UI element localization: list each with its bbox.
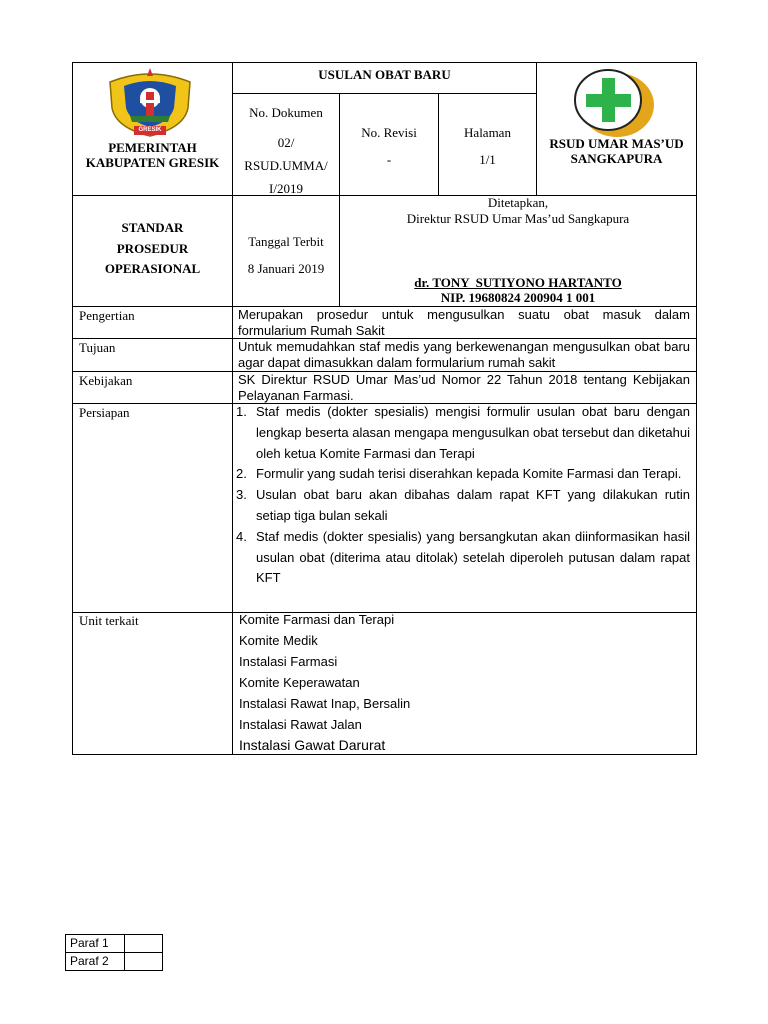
ditetapkan-label: Ditetapkan, <box>487 195 549 210</box>
tanggal-value: 8 Januari 2019 <box>247 261 325 276</box>
spo-line: STANDAR <box>121 220 184 235</box>
no-revisi-value: - <box>386 152 392 167</box>
unit-label-cell <box>72 612 233 755</box>
no-dokumen-line: 02/ <box>277 135 295 150</box>
direktur-nip: NIP. 19680824 200904 1 001 <box>440 290 596 305</box>
step-number: 2. <box>236 466 247 482</box>
list-item: Komite Medik <box>239 633 318 648</box>
paraf-2-sign-cell[interactable] <box>124 952 163 971</box>
halaman-cell <box>438 93 537 196</box>
direktur-title: Direktur RSUD Umar Mas’ud Sangkapura <box>406 211 630 226</box>
persiapan-label: Persiapan <box>79 405 130 420</box>
step-number: 4. <box>236 528 247 544</box>
step-text: Formulir yang sudah terisi diserahkan kepada Komite Farmasi dan Terapi. <box>256 466 682 482</box>
spo-line: OPERASIONAL <box>104 261 201 276</box>
tujuan-label: Tujuan <box>79 340 116 355</box>
gresik-logo <box>104 64 196 138</box>
no-revisi-label: No. Revisi <box>361 125 417 140</box>
doc-title: USULAN OBAT BARU <box>318 67 451 82</box>
step-number: 3. <box>236 487 247 503</box>
no-dokumen-label: No. Dokumen <box>249 105 323 120</box>
list-item: Instalasi Farmasi <box>239 654 338 669</box>
org-line-2: KABUPATEN GRESIK <box>85 155 220 170</box>
org-line-2: SANGKAPURA <box>570 151 663 166</box>
list-item <box>233 527 690 589</box>
list-item <box>233 485 690 527</box>
list-item: Instalasi Rawat Jalan <box>239 717 362 732</box>
list-item <box>233 402 690 464</box>
logo-lettering: GRESIK <box>138 127 162 133</box>
list-item: Instalasi Gawat Darurat <box>239 737 386 753</box>
right-org-name <box>536 136 697 166</box>
org-line-1: RSUD UMAR MAS’UD <box>549 136 684 151</box>
spo-line: PROSEDUR <box>116 240 189 256</box>
direktur-name: dr. TONY SUTIYONO HARTANTO <box>414 275 622 290</box>
org-line-1: PEMERINTAH <box>108 140 197 155</box>
paraf-1-label: Paraf 1 <box>70 936 109 950</box>
left-org-name <box>72 140 233 170</box>
list-item: Komite Keperawatan <box>239 675 360 690</box>
hospital-logo <box>572 68 658 138</box>
unit-label: Unit terkait <box>79 613 139 628</box>
pengertian-label: Pengertian <box>79 308 135 323</box>
step-text: Staf medis (dokter spesialis) yang bersangkutan akan diinformasikan hasil usulan obat (diterima atau ditolak) setelah diperoleh putusan dalam rapat KFT <box>256 528 690 586</box>
no-dokumen-line: I/2019 <box>269 181 303 196</box>
kebijakan-label: Kebijakan <box>79 373 133 388</box>
persiapan-label-cell <box>72 403 233 613</box>
list-item <box>233 464 690 485</box>
tanggal-label: Tanggal Terbit <box>248 234 324 249</box>
no-revisi-cell <box>339 93 439 196</box>
no-dokumen-line: RSUD.UMMA/ <box>244 158 328 173</box>
list-item: Instalasi Rawat Inap, Bersalin <box>239 696 411 711</box>
paraf-2-label: Paraf 2 <box>70 954 109 968</box>
paraf-1-sign-cell[interactable] <box>124 934 163 953</box>
halaman-value: 1/1 <box>479 152 496 167</box>
spo-type-label <box>72 218 233 280</box>
tujuan-text: Untuk memudahkan staf medis yang berkewenangan mengusulkan obat baru agar dapat dimasukkan dalam formularium rumah sakit <box>238 339 690 370</box>
unit-list <box>239 609 689 756</box>
persiapan-steps <box>233 402 690 589</box>
step-number: 1. <box>236 404 247 419</box>
kebijakan-text: SK Direktur RSUD Umar Mas’ud Nomor 22 Tahun 2018 tentang Kebijakan Pelayanan Farmasi. <box>238 372 690 403</box>
tanggal-cell <box>232 195 340 307</box>
list-item: Komite Farmasi dan Terapi <box>239 612 395 627</box>
no-dokumen-value <box>232 131 340 200</box>
halaman-label: Halaman <box>464 125 511 140</box>
step-text: Staf medis (dokter spesialis) mengisi formulir usulan obat baru dengan lengkap beserta alasan mengapa mengusulkan obat tersebut dan diketahui oleh ketua Komite Farmasi dan Terapi <box>256 404 690 461</box>
step-text: Usulan obat baru akan dibahas dalam rapat KFT yang dilakukan rutin setiap tiga bulan sekali <box>256 487 690 523</box>
pengertian-text: Merupakan prosedur untuk mengusulkan suatu obat masuk dalam formularium Rumah Sakit <box>238 307 690 338</box>
